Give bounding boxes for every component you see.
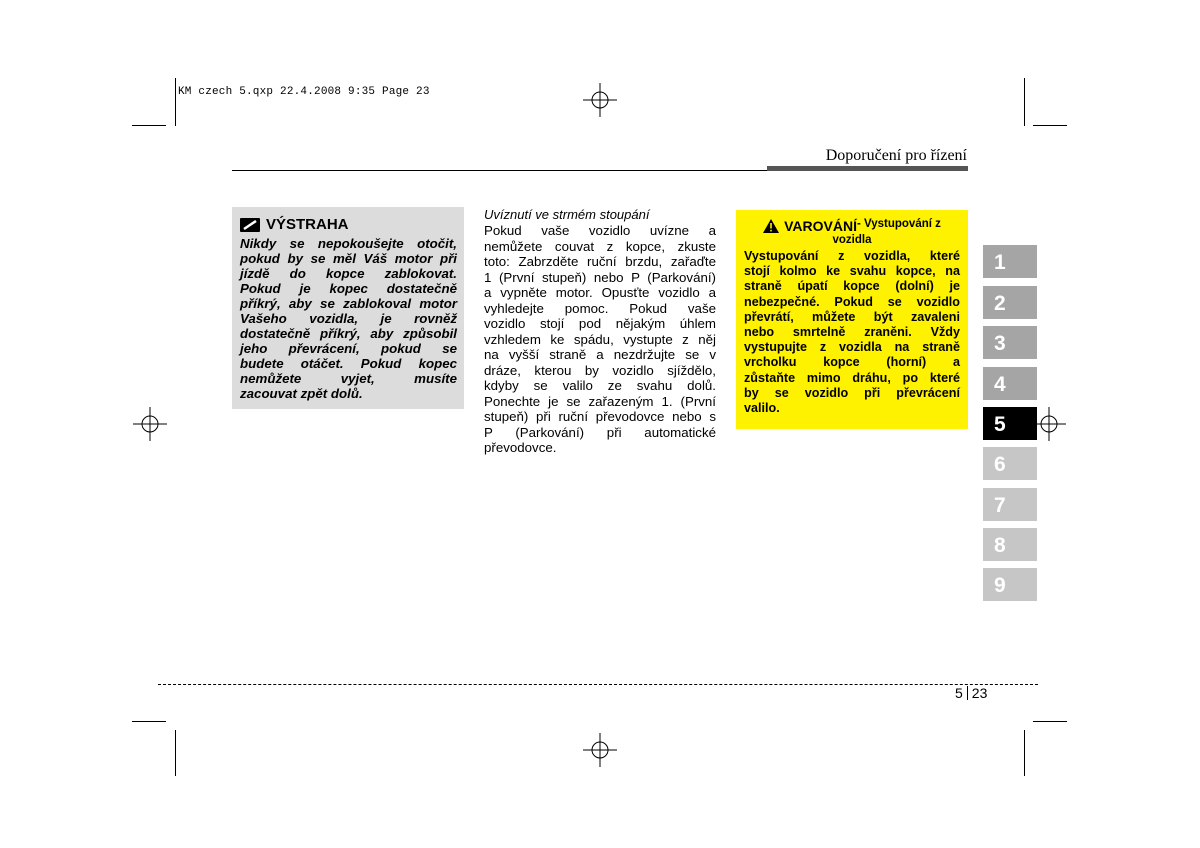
text-line: stojí kolmo ke svahu kopce, na: [744, 264, 960, 279]
caution-box: [736, 210, 968, 429]
registration-mark-icon: [583, 733, 617, 767]
crop-mark: [1024, 78, 1025, 126]
chapter-tab-6[interactable]: 6: [983, 447, 1037, 480]
text-line: na vyšší straně a nezdržujte se v: [484, 347, 716, 362]
chapter-tab-5[interactable]: 5: [983, 407, 1037, 440]
running-head: Doporučení pro řízení: [825, 147, 967, 164]
text-line: příkrý, aby se zablokoval motor: [240, 296, 457, 311]
section-text: [484, 223, 716, 456]
crop-mark: [132, 721, 166, 722]
text-line: budete otáčet. Pokud kopec: [240, 356, 457, 371]
text-line: a vypněte motor. Opusťte vozidlo a: [484, 285, 716, 300]
text-line: převodovce.: [484, 440, 557, 455]
text-line: by se vozidlo při převrácení: [744, 385, 960, 400]
crop-mark: [1033, 125, 1067, 126]
chapter-tab-2[interactable]: 2: [983, 286, 1037, 319]
warning-title: [240, 216, 457, 233]
caution-title-text: VAROVÁNÍ: [784, 218, 857, 234]
text-line: straně úpatí kopce (dolní) je: [744, 279, 960, 294]
text-line: nebezpečné. Pokud se vozidlo: [744, 294, 960, 309]
text-line: kdyby se valilo ze svahu dolů.: [484, 378, 716, 393]
text-line: vozidlo stojí pod nějakým úhlem: [484, 316, 716, 331]
warning-title-text: VÝSTRAHA: [266, 216, 349, 233]
text-line: Pokud je kopec dostatečně: [240, 281, 457, 296]
chapter-tab-7[interactable]: 7: [983, 488, 1037, 521]
text-line: nemůžete vyjet, musíte: [240, 371, 457, 386]
section-heading: Uvíznutí ve strmém stoupání: [484, 207, 650, 222]
page-number: [955, 685, 987, 701]
text-line: Nikdy se nepokoušejte otočit,: [240, 236, 457, 251]
page-chapter: 5: [955, 685, 963, 701]
page-number-separator: [967, 686, 968, 700]
text-line: P (Parkování) při automatické: [484, 424, 716, 440]
text-line: pokud by se měl Váš motor při: [240, 251, 457, 266]
registration-mark-icon: [1032, 407, 1066, 441]
footer-dotted-rule: [158, 684, 1038, 685]
chapter-tab-1[interactable]: 1: [983, 245, 1037, 278]
warning-text: [240, 236, 457, 401]
caution-title: [744, 218, 960, 234]
text-line: valilo.: [744, 401, 780, 416]
chapter-tab-4[interactable]: 4: [983, 367, 1037, 400]
crop-mark: [1024, 730, 1025, 776]
text-line: zůstaňte mimo dráhu, po které: [744, 370, 960, 385]
crop-mark: [175, 730, 176, 776]
text-line: jízdě do kopce zablokovat.: [240, 266, 457, 281]
print-slug: KM czech 5.qxp 22.4.2008 9:35 Page 23: [178, 86, 430, 98]
text-line: Vašeho vozidla, je rovněž: [240, 311, 457, 326]
text-line: vyhledejte pomoc. Pokud vaše: [484, 300, 716, 316]
text-line: Pokud vaše vozidlo uvízne a: [484, 223, 716, 238]
text-line: stupeň) při ruční převodovce nebo s: [484, 409, 716, 424]
crop-mark: [175, 78, 176, 126]
caution-subtitle-line2: vozidla: [832, 234, 872, 246]
no-entry-icon: [240, 218, 260, 232]
crop-mark: [1033, 721, 1067, 722]
header-rule-thick: [767, 166, 968, 171]
chapter-tab-8[interactable]: 8: [983, 528, 1037, 561]
text-line: toto: Zabrzděte ruční brzdu, zařaďte: [484, 254, 716, 269]
text-line: 1 (První stupeň) nebo P (Parkování): [484, 269, 716, 285]
text-line: jeho převrácení, pokud se: [240, 341, 457, 356]
warning-triangle-icon: [763, 219, 779, 233]
text-line: Ponechte je se zařazeným 1. (První: [484, 393, 716, 409]
warning-box: [232, 207, 464, 409]
caution-text: [744, 249, 960, 416]
header-rule: [232, 170, 767, 171]
text-line: nebo smrtelně zraněni. Vždy: [744, 325, 960, 340]
text-line: zacouvat zpět dolů.: [240, 386, 363, 401]
crop-mark: [132, 125, 166, 126]
chapter-tab-3[interactable]: 3: [983, 326, 1037, 359]
caution-subtitle: - Vystupování z: [856, 218, 941, 230]
body-column: [484, 207, 716, 456]
text-line: dráze, kterou by vozidlo sjíždělo,: [484, 362, 716, 378]
page-index: 23: [971, 685, 988, 701]
registration-mark-icon: [583, 83, 617, 117]
text-line: nemůžete couvat z kopce, zkuste: [484, 238, 716, 254]
text-line: dostatečně příkrý, aby způsobil: [240, 326, 457, 341]
text-line: Vystupování z vozidla, které: [744, 249, 960, 263]
text-line: vzhledem ke spádu, vystupte z něj: [484, 331, 716, 347]
chapter-tab-9[interactable]: 9: [983, 568, 1037, 601]
text-line: vrcholku kopce (horní) a: [744, 355, 960, 370]
text-line: vystupujte z vozidla na straně: [744, 340, 960, 355]
registration-mark-icon: [133, 407, 167, 441]
text-line: převrátí, můžete být zavaleni: [744, 309, 960, 324]
